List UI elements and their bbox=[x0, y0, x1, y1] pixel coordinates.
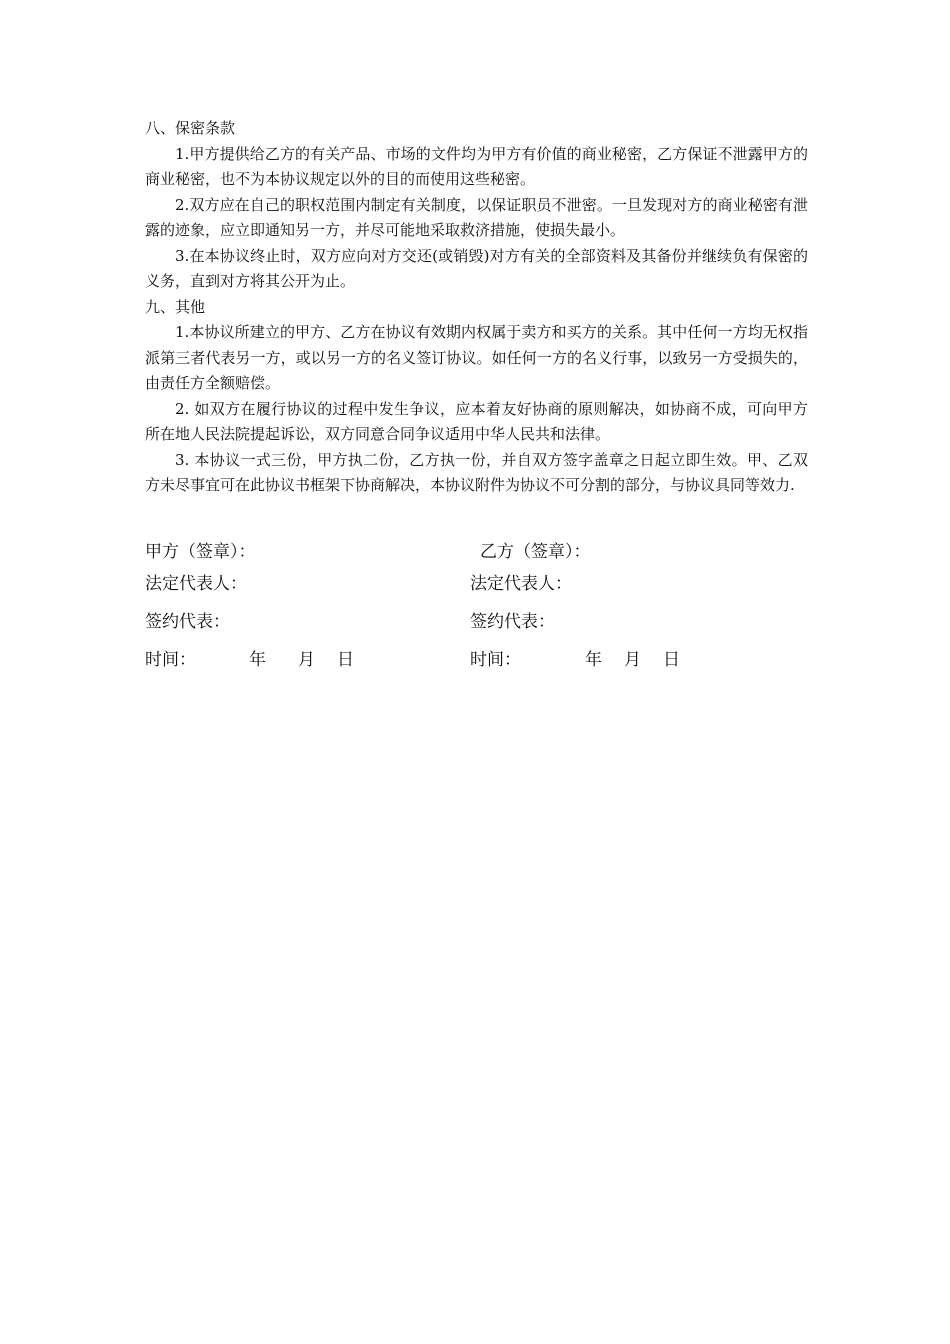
party-b-year-label: 年 bbox=[585, 650, 602, 670]
other-clause-2: 2. 如双方在履行协议的过程中发生争议，应本着友好协商的原则解决，如协商不成，可向甲方所在地人民法院提起诉讼，双方同意合同争议适用中华人民共和法律。 bbox=[145, 399, 808, 443]
party-b-month-label: 月 bbox=[624, 650, 641, 670]
party-a-day-label: 日 bbox=[337, 650, 354, 670]
signature-block bbox=[145, 540, 808, 670]
party-b-day-label: 日 bbox=[663, 650, 680, 670]
party-b-time-label: 时间： bbox=[470, 650, 521, 670]
party-a-year-label: 年 bbox=[249, 650, 266, 670]
signature-row-date bbox=[145, 648, 808, 680]
confidentiality-clause-3: 3.在本协议终止时，双方应向对方交还(或销毁)对方有关的全部资料及其备份并继续负有保密的义务，直到对方将其公开为止。 bbox=[145, 246, 808, 290]
agreement-body bbox=[145, 116, 808, 499]
party-b-seal-label: 乙方（签章）： bbox=[480, 542, 591, 562]
party-a-legal-rep-label: 法定代表人： bbox=[145, 574, 247, 594]
party-a-time-label: 时间： bbox=[145, 650, 196, 670]
section-heading-confidentiality: 八、保密条款 bbox=[145, 119, 236, 137]
party-a-signing-rep-label: 签约代表： bbox=[145, 612, 230, 632]
confidentiality-clause-2: 2.双方应在自己的职权范围内制定有关制度，以保证职员不泄密。一旦发现对方的商业秘密有泄露的迹象，应立即通知另一方，并尽可能地采取救济措施，使损失最小。 bbox=[145, 195, 808, 239]
signature-row-signing-rep bbox=[145, 610, 808, 642]
other-clause-3: 3. 本协议一式三份，甲方执二份，乙方执一份，并自双方签字盖章之日起立即生效。甲、乙双方未尽事宜可在此协议书框架下协商解决，本协议附件为协议不可分割的部分，与协议具同等效力. bbox=[145, 450, 808, 494]
party-b-signing-rep-label: 签约代表： bbox=[470, 612, 555, 632]
party-a-seal-label: 甲方（签章）： bbox=[145, 542, 256, 562]
party-b-legal-rep-label: 法定代表人： bbox=[470, 574, 572, 594]
signature-row-legal-rep bbox=[145, 572, 808, 604]
section-heading-other: 九、其他 bbox=[145, 297, 206, 316]
party-a-month-label: 月 bbox=[298, 650, 315, 670]
signature-row-seal bbox=[145, 540, 808, 572]
other-clause-1: 1.本协议所建立的甲方、乙方在协议有效期内权属于卖方和买方的关系。其中任何一方均无权指派第三者代表另一方，或以另一方的名义签订协议。如任何一方的名义行事，以致另一方受损失的，由责任方全额赔偿。 bbox=[145, 323, 808, 392]
confidentiality-clause-1: 1.甲方提供给乙方的有关产品、市场的文件均为甲方有价值的商业秘密，乙方保证不泄露甲方的商业秘密，也不为本协议规定以外的目的而使用这些秘密。 bbox=[145, 144, 808, 188]
